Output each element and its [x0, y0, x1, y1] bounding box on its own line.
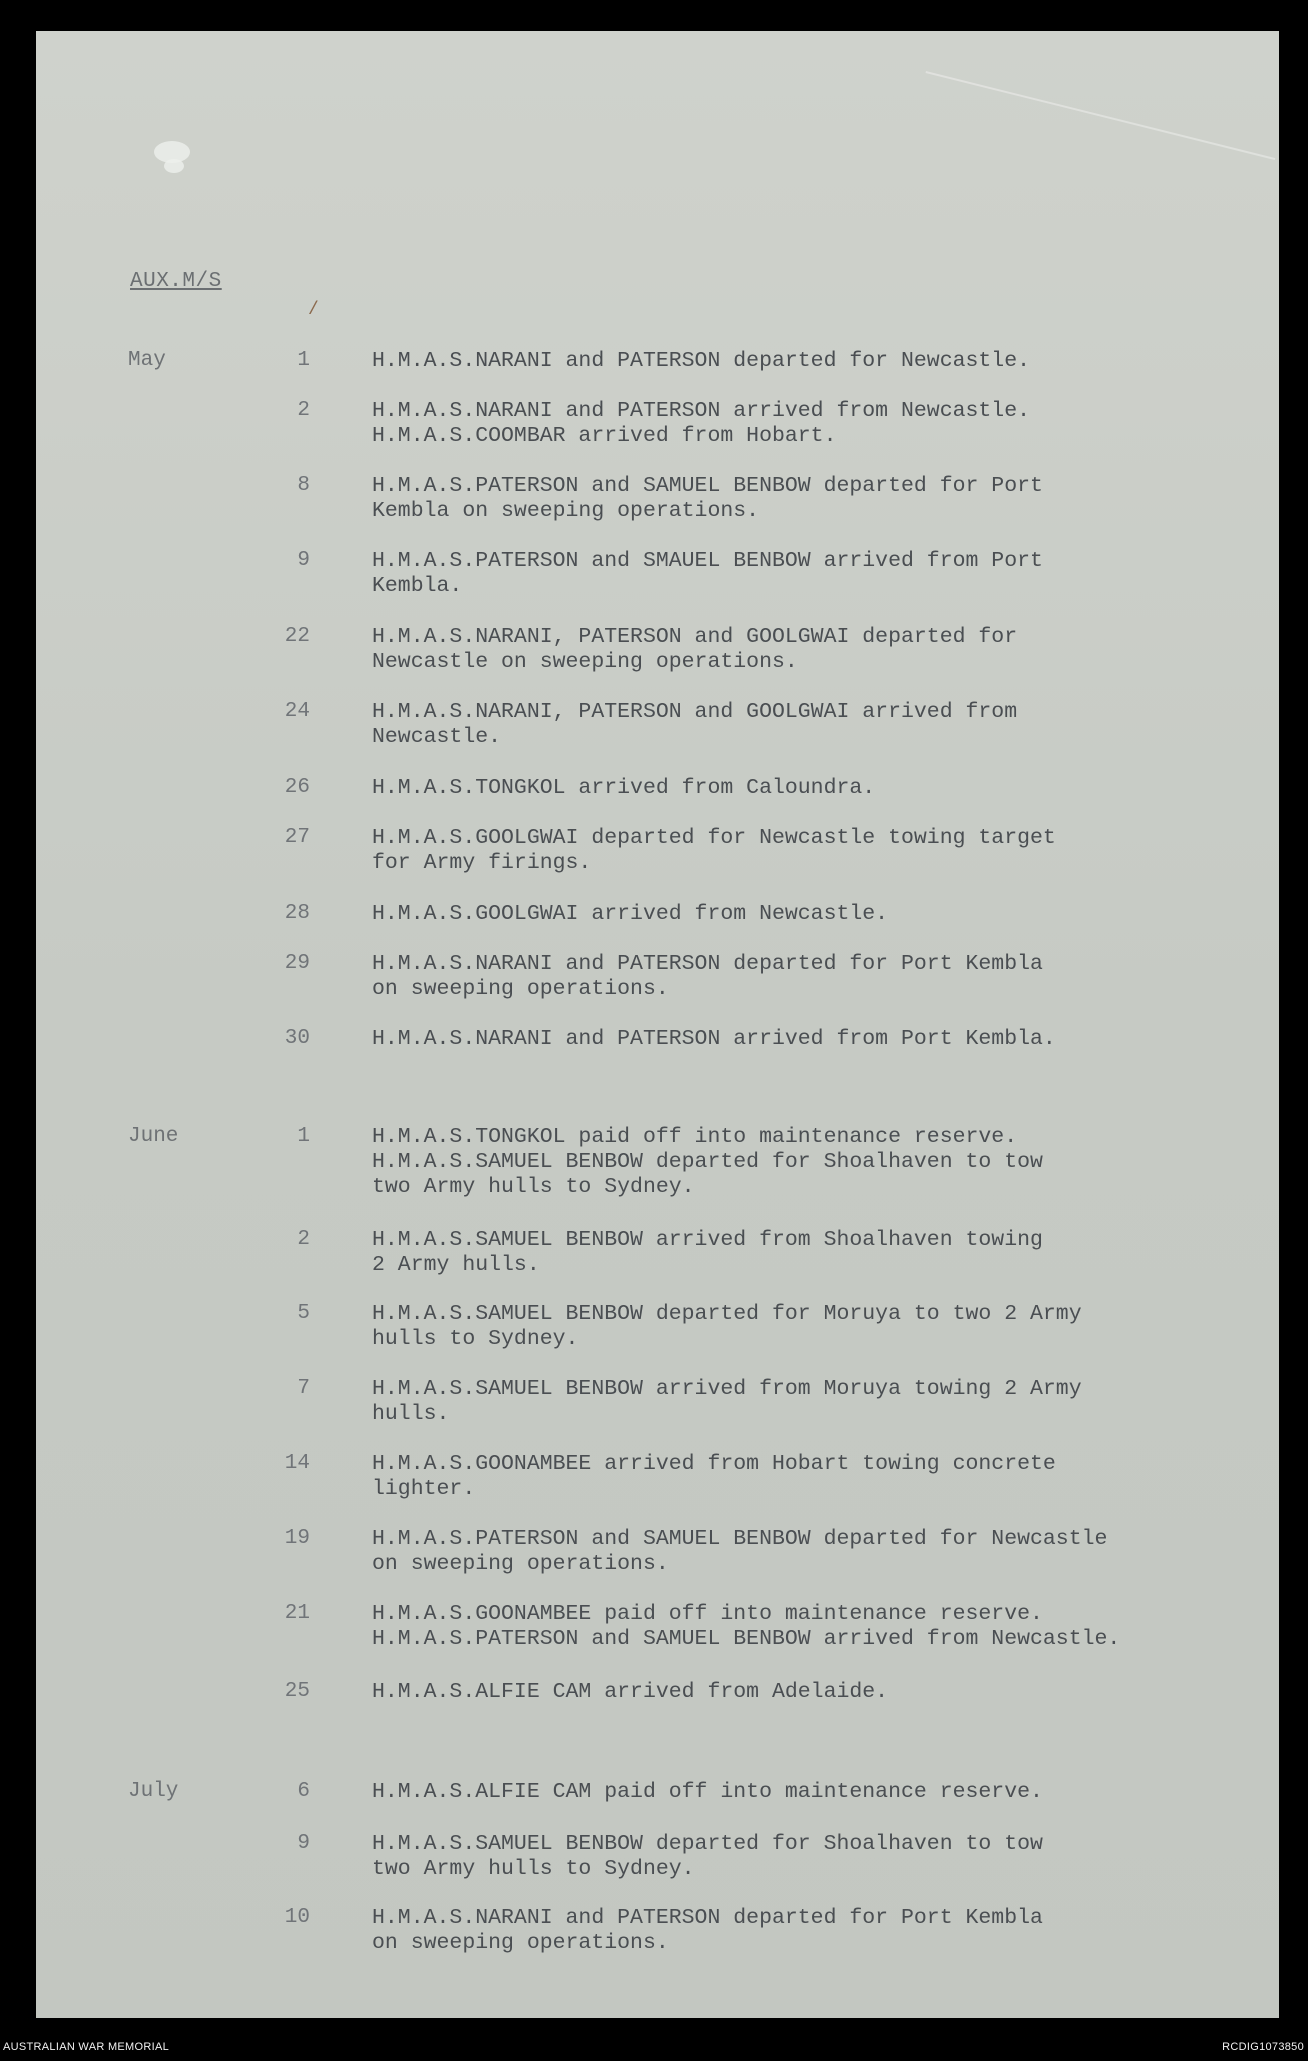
entry-text: H.M.A.S.NARANI and PATERSON arrived from Port Kembla.: [372, 1027, 1056, 1051]
entry-day: 10: [284, 1906, 310, 1929]
entry-text: H.M.A.S.SAMUEL BENBOW departed for Shoalhaven to tow two Army hulls to Sydney.: [372, 1832, 1043, 1881]
entry-day: 2: [297, 399, 310, 422]
entry-day: 19: [284, 1527, 310, 1550]
entry-day: 25: [284, 1680, 310, 1703]
entry-text: H.M.A.S.NARANI and PATERSON departed for Newcastle.: [372, 349, 1031, 373]
entry-day: 8: [297, 474, 310, 497]
entry-day: 21: [284, 1602, 310, 1625]
entry-text: H.M.A.S.GOONAMBEE paid off into maintenance reserve. H.M.A.S.PATERSON and SAMUEL BENBOW arrived from Newcastle.: [372, 1602, 1121, 1651]
entry-text: H.M.A.S.NARANI, PATERSON and GOOLGWAI departed for Newcastle on sweeping operations.: [372, 625, 1018, 674]
month-label-may: May: [128, 349, 166, 372]
footer-catalogue-id: RCDIG1073850: [1222, 2041, 1304, 2053]
entry-text: H.M.A.S.SAMUEL BENBOW arrived from Shoalhaven towing 2 Army hulls.: [372, 1228, 1043, 1277]
entry-text: H.M.A.S.SAMUEL BENBOW arrived from Moruya towing 2 Army hulls.: [372, 1377, 1082, 1426]
entry-text: H.M.A.S.NARANI and PATERSON departed for Port Kembla on sweeping operations.: [372, 952, 1043, 1001]
entry-text: H.M.A.S.NARANI and PATERSON departed for Port Kembla on sweeping operations.: [372, 1906, 1043, 1955]
entry-day: 22: [284, 625, 310, 648]
month-label-july: July: [128, 1780, 179, 1803]
entry-day: 27: [284, 826, 310, 849]
entry-text: H.M.A.S.GOONAMBEE arrived from Hobart towing concrete lighter.: [372, 1452, 1056, 1501]
entry-text: H.M.A.S.PATERSON and SAMUEL BENBOW departed for Newcastle on sweeping operations.: [372, 1527, 1108, 1576]
paper-fold-mark: [926, 71, 1276, 160]
entry-text: H.M.A.S.ALFIE CAM arrived from Adelaide.: [372, 1680, 889, 1704]
entry-text: H.M.A.S.TONGKOL paid off into maintenance reserve. H.M.A.S.SAMUEL BENBOW departed for Shoalhaven to tow two Army hulls to Sydney.: [372, 1125, 1043, 1199]
paper-damage-mark: [164, 159, 184, 173]
entry-day: 5: [297, 1302, 310, 1325]
entry-day: 1: [297, 1125, 310, 1148]
entry-day: 1: [297, 349, 310, 372]
section-heading: AUX.M/S: [130, 270, 222, 293]
entry-day: 7: [297, 1377, 310, 1400]
entry-day: 6: [297, 1780, 310, 1803]
entry-day: 24: [284, 700, 310, 723]
entry-day: 9: [297, 1832, 310, 1855]
entry-day: 2: [297, 1228, 310, 1251]
document-page: [36, 31, 1279, 2018]
entry-text: H.M.A.S.GOOLGWAI departed for Newcastle towing target for Army firings.: [372, 826, 1056, 875]
entry-text: H.M.A.S.NARANI and PATERSON arrived from Newcastle. H.M.A.S.COOMBAR arrived from Hobart.: [372, 399, 1031, 448]
month-label-june: June: [128, 1125, 179, 1148]
entry-text: H.M.A.S.NARANI, PATERSON and GOOLGWAI arrived from Newcastle.: [372, 700, 1018, 749]
entry-day: 26: [284, 776, 310, 799]
footer-institution: AUSTRALIAN WAR MEMORIAL: [3, 2041, 170, 2053]
entry-text: H.M.A.S.PATERSON and SMAUEL BENBOW arrived from Port Kembla.: [372, 549, 1043, 598]
entry-day: 28: [284, 902, 310, 925]
entry-day: 30: [284, 1027, 310, 1050]
entry-text: H.M.A.S.TONGKOL arrived from Caloundra.: [372, 776, 876, 800]
entry-text: H.M.A.S.PATERSON and SAMUEL BENBOW departed for Port Kembla on sweeping operations.: [372, 474, 1043, 523]
entry-text: H.M.A.S.ALFIE CAM paid off into maintenance reserve.: [372, 1780, 1043, 1804]
entry-text: H.M.A.S.SAMUEL BENBOW departed for Moruya to two 2 Army hulls to Sydney.: [372, 1302, 1082, 1351]
entry-day: 29: [284, 952, 310, 975]
pencil-mark: /: [308, 300, 319, 320]
entry-day: 14: [284, 1452, 310, 1475]
entry-day: 9: [297, 549, 310, 572]
entry-text: H.M.A.S.GOOLGWAI arrived from Newcastle.: [372, 902, 889, 926]
